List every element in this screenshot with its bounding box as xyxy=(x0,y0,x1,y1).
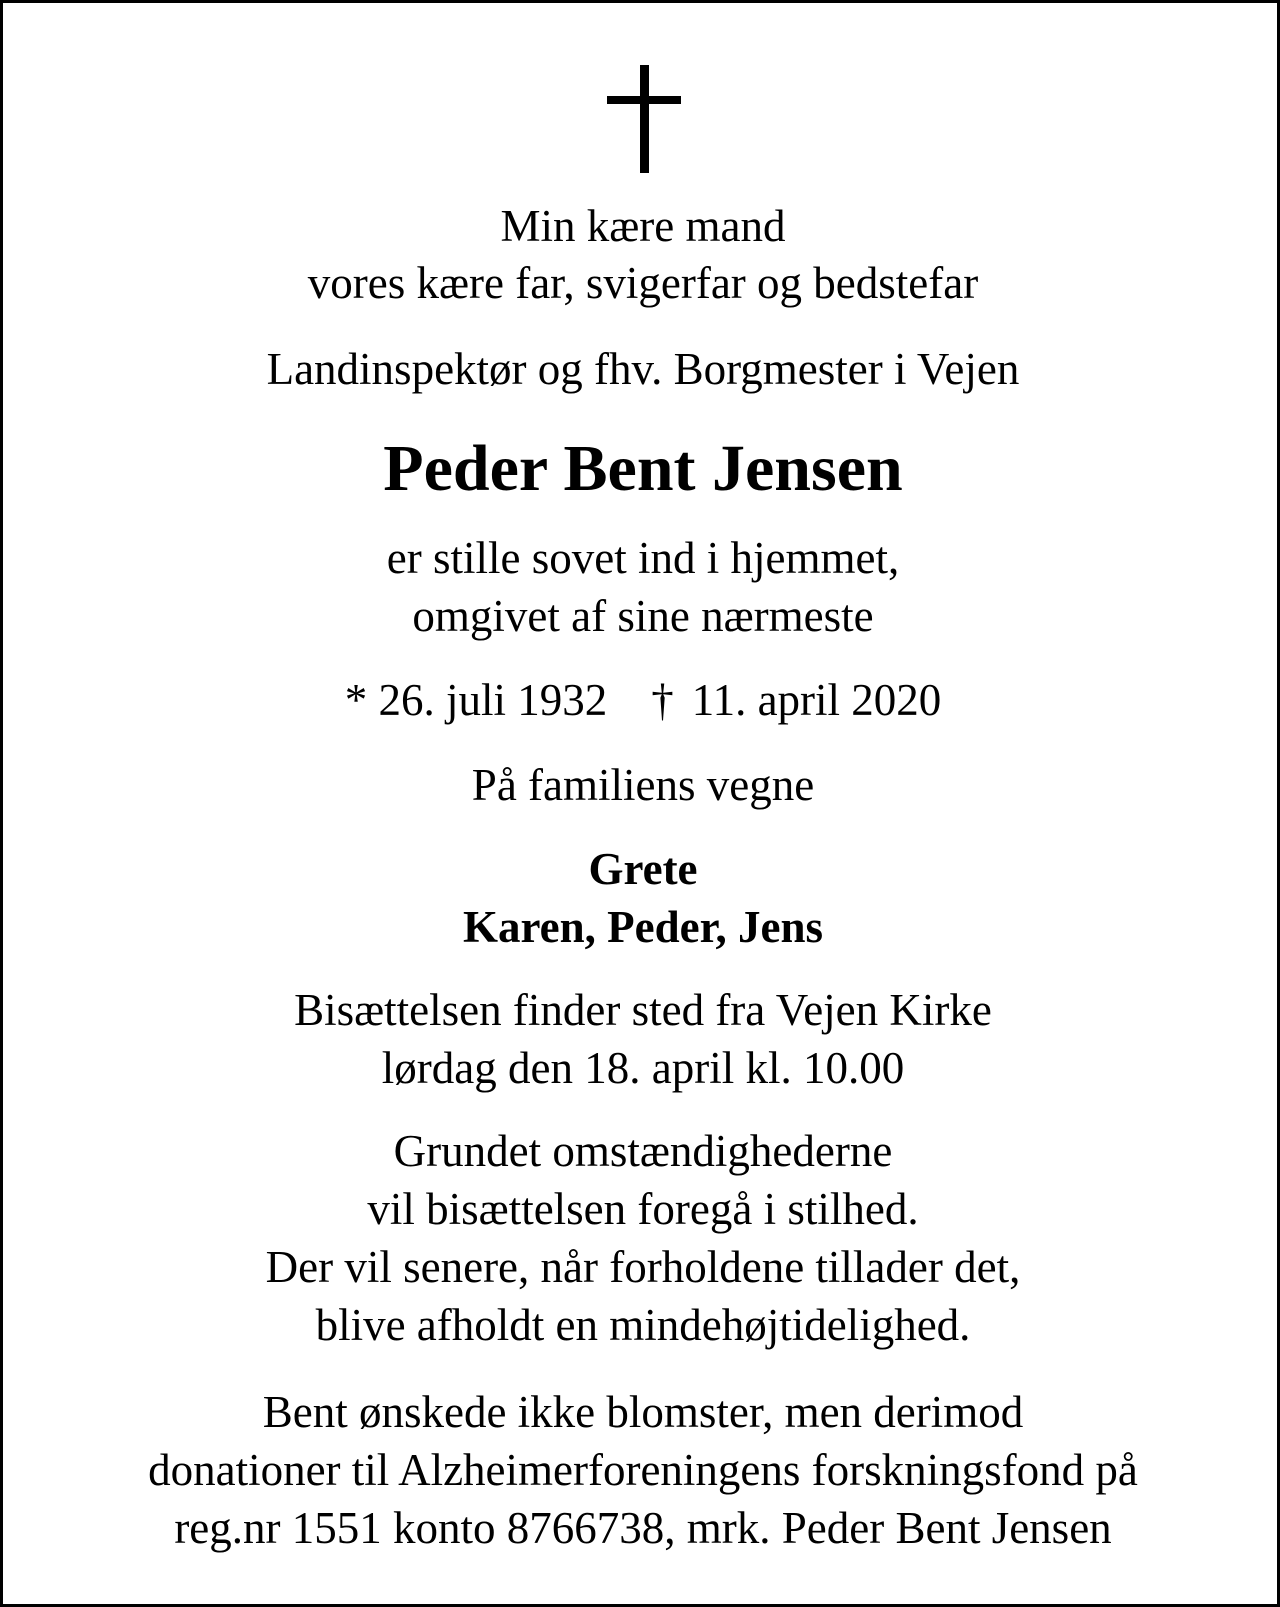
family-line-1: Grete xyxy=(588,844,698,894)
funeral-line-2: lørdag den 18. april kl. 10.00 xyxy=(381,1043,905,1093)
circumstances-line-4: blive afholdt en mindehøjtidelighed. xyxy=(315,1300,971,1350)
circumstances-line-1: Grundet omstændighederne xyxy=(393,1126,893,1176)
cross-icon xyxy=(607,65,681,173)
passing-line-1: er stille sovet ind i hjemmet, xyxy=(386,533,900,583)
occupation-line: Landinspektør og fhv. Borgmester i Vejen xyxy=(266,344,1020,394)
birth-date: * 26. juli 1932 xyxy=(344,675,608,725)
family-line-2: Karen, Peder, Jens xyxy=(463,902,823,952)
circumstances-line-2: vil bisættelsen foregå i stilhed. xyxy=(367,1184,919,1234)
passing-line-2: omgivet af sine nærmeste xyxy=(412,591,874,641)
deceased-name: Peder Bent Jensen xyxy=(383,432,903,505)
dagger-icon: † xyxy=(651,675,674,725)
intro-line-2: vores kære far, svigerfar og bedstefar xyxy=(307,258,979,308)
intro-line-1: Min kære mand xyxy=(500,201,786,251)
donations-line-1: Bent ønskede ikke blomster, men derimod xyxy=(262,1387,1024,1437)
on-behalf-line: På familiens vegne xyxy=(471,760,815,810)
death-date: 11. april 2020 xyxy=(691,675,942,725)
donations-line-2: donationer til Alzheimerforeningens forskningsfond på xyxy=(148,1445,1138,1495)
circumstances-line-3: Der vil senere, når forholdene tillader det, xyxy=(265,1242,1021,1292)
donations-line-3: reg.nr 1551 konto 8766738, mrk. Peder Bent Jensen xyxy=(174,1503,1112,1553)
life-dates xyxy=(3,672,1280,728)
funeral-line-1: Bisættelsen finder sted fra Vejen Kirke xyxy=(294,985,992,1035)
